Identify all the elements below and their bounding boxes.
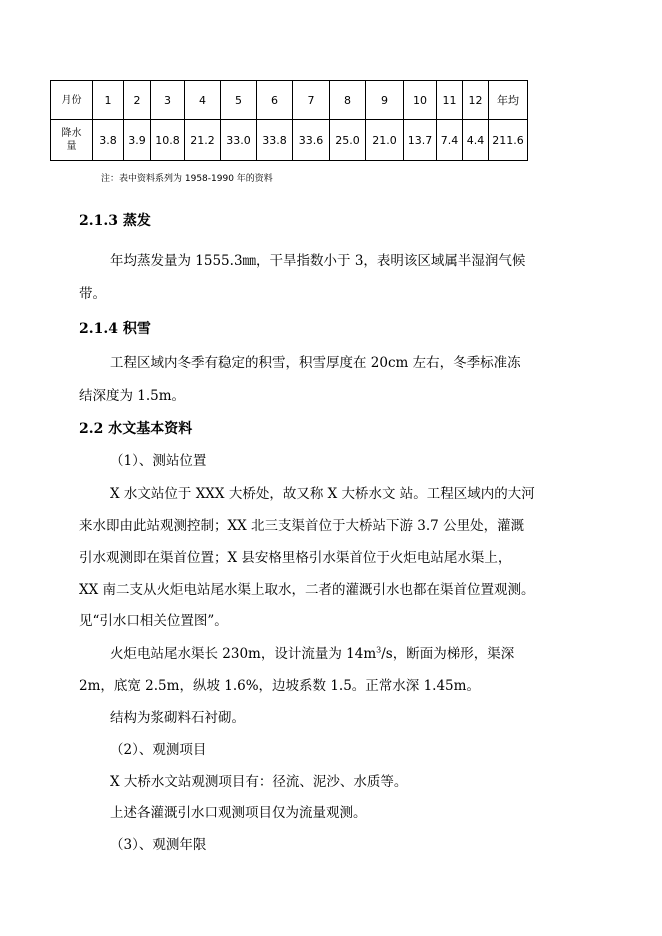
precip-value-cell: 33.6 — [293, 120, 330, 161]
month-cell: 8 — [330, 81, 366, 120]
month-cell: 4 — [185, 81, 221, 120]
precip-value-cell: 21.0 — [366, 120, 404, 161]
precip-value-cell: 21.2 — [185, 120, 221, 161]
paragraph-line: 工程区域内冬季有稳定的积雪，积雪厚度在 20cm 左右，冬季标准冻 — [110, 355, 521, 371]
text-fragment: 火炬电站尾水渠长 230m，设计流量为 14m — [110, 646, 377, 662]
precip-value-cell: 13.7 — [404, 120, 437, 161]
table-row — [51, 81, 528, 120]
list-item-observation-items: （2）、观测项目 — [110, 742, 207, 758]
month-cell: 11 — [437, 81, 463, 120]
month-label-cell: 月份 — [51, 81, 93, 120]
month-cell: 5 — [221, 81, 257, 120]
month-cell: 9 — [366, 81, 404, 120]
precipitation-table — [50, 80, 528, 161]
table-row — [51, 120, 528, 161]
annual-label-cell: 年均 — [489, 81, 528, 120]
month-cell: 2 — [124, 81, 151, 120]
paragraph-line: X 大桥水文站观测项目有：径流、泥沙、水质等。 — [110, 774, 408, 790]
paragraph-line: 引水观测即在渠首位置；X 县安格里格引水渠首位于火炬电站尾水渠上， — [79, 550, 512, 566]
month-cell: 1 — [93, 81, 124, 120]
precip-value-cell: 3.9 — [124, 120, 151, 161]
heading-evaporation: 2.1.3 蒸发 — [79, 213, 151, 229]
precip-value-cell: 33.0 — [221, 120, 257, 161]
precip-value-cell: 25.0 — [330, 120, 366, 161]
paragraph-line: 结构为浆砌料石衬砌。 — [110, 710, 245, 726]
month-cell: 7 — [293, 81, 330, 120]
paragraph-line: XX 南二支从火炬电站尾水渠上取水，二者的灌溉引水也都在渠首位置观测。 — [79, 582, 535, 598]
paragraph-line: 结深度为 1.5m。 — [79, 388, 186, 404]
heading-hydrology: 2.2 水文基本资料 — [79, 421, 193, 437]
superscript: 3 — [376, 645, 382, 655]
paragraph-line: 年均蒸发量为 1555.3㎜，干旱指数小于 3，表明该区域属半湿润气候 — [110, 253, 526, 269]
month-cell: 3 — [151, 81, 185, 120]
month-cell: 12 — [463, 81, 489, 120]
precip-value-cell: 7.4 — [437, 120, 463, 161]
text-fragment: /s，断面为梯形，渠深 — [381, 646, 515, 662]
list-item-observation-years: （3）、观测年限 — [110, 837, 207, 853]
paragraph-line: X 水文站位于 XXX 大桥处，故又称 X 大桥水文 站。工程区域内的大河 — [110, 486, 535, 502]
month-cell: 6 — [257, 81, 293, 120]
annual-value-cell: 211.6 — [489, 120, 528, 161]
paragraph-line: 上述各灌溉引水口观测项目仅为流量观测。 — [110, 805, 367, 821]
paragraph-line: 2m，底宽 2.5m，纵坡 1.6%，边坡系数 1.5。正常水深 1.45m。 — [79, 678, 480, 694]
precip-label-line2: 量 — [66, 141, 77, 152]
paragraph-line: 见“引水口相关位置图”。 — [79, 613, 228, 629]
precip-value-cell: 33.8 — [257, 120, 293, 161]
precip-label-line1: 降水 — [61, 128, 82, 139]
month-cell: 10 — [404, 81, 437, 120]
precip-value-cell: 3.8 — [93, 120, 124, 161]
table-note: 注：表中资料系列为 1958-1990 年的资料 — [101, 174, 273, 184]
precip-value-cell: 10.8 — [151, 120, 185, 161]
precip-value-cell: 4.4 — [463, 120, 489, 161]
paragraph-line: 带。 — [79, 286, 106, 302]
list-item-station-location: （1）、测站位置 — [110, 453, 207, 469]
paragraph-line: 来水即由此站观测控制；XX 北三支渠首位于大桥站下游 3.7 公里处，灌溉 — [79, 518, 525, 534]
precip-label-cell — [51, 120, 93, 161]
heading-snow: 2.1.4 积雪 — [79, 321, 151, 337]
paragraph-line — [110, 642, 514, 662]
